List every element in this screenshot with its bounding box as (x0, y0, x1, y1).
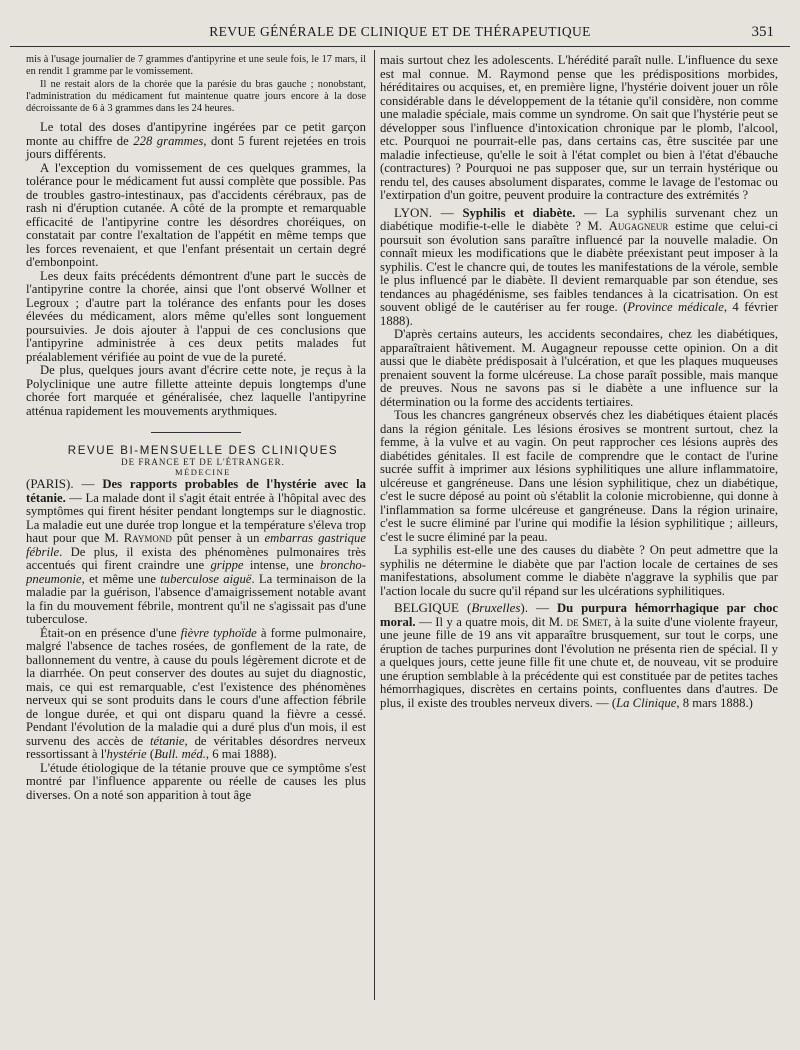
paragraph-chancres: Tous les chancres gangréneux observés chez les diabétiques étaient placés dans la région génitale. Les lésions érosives se montrent surtout, chez la femme, à la vulve et au vagin. On peut rapprocher ces lésions auprès des diabétides génitales. Il est facile de comprendre que le contact de l'urine sucrée suffit à imprimer aux lésions syphilitiques une allure inflammatoire, ulcéreuse et gangréneuse. Dans une lésion syphilitique, chez un diabétique, c'est le sucre déposé au point où s'établit la colonie microbienne, qui donne à l'inflammation sa forme ulcéreuse et gangréneuse. Dans la région urinaire, c'est le sucre éliminé par l'urine qui modifie la lésion syphilitique ; ailleurs, c'est le sucre éliminé par la peau. (380, 408, 778, 544)
page-number: 351 (751, 24, 774, 40)
paragraph-fievre: Était-on en présence d'une fièvre typhoïde à forme pulmonaire, malgré l'absence de taches rosées, de gonflement de la rate, de ballonnement du ventre, à cause du pouls légèrement dicrote et de la diarrhée. On peut conserver des doutes au sujet du diagnostic, mais, ce qui est remarquable, c'est l'existence des phénomènes nerveux qui se sont produits dans le cours d'une affection fébrile de longue durée, et qui ont disparu quand la fièvre a cessé. Pendant l'évolution de la maladie qui a duré plus d'un mois, il est survenu des accès de tétanie, de véritables désordres nerveux ressortissant à l'hystérie (Bull. méd., 6 mai 1888). (26, 625, 366, 762)
review-title: REVUE BI-MENSUELLE DES CLINIQUES (67, 445, 339, 458)
left-column (26, 54, 366, 802)
paragraph-etiologie: L'étude étiologique de la tétanie prouve que ce symptôme s'est montré par l'influence apparente ou réelle de causes les plus diverses. On a noté son apparition à tout âge (26, 760, 366, 802)
running-header (0, 0, 800, 50)
article-lyon: LYON. — Syphilis et diabète. — La syphilis survenant chez un diabétique modifie-t-elle le diabète ? M. Augagneur estime que celui-ci poursuit son évolution sans paraître influencé par la nouvelle maladie. On connaît mieux les modifications que le diabète préexistant peut imposer à la syphilis. C'est le chancre qui, de toutes les manifestations de la vérole, semble le plus influencé par le diabète. Il devient remarquable par son étendue, ses tendances au phagédénisme, ses faibles tendances à la cicatrisation. On est souvent obligé de le cautériser au fer rouge. (Province médicale, 4 février 1888). (380, 204, 778, 328)
paragraph-polyclinique: De plus, quelques jours avant d'écrire cette note, je reçus à la Polyclinique une autre fillette atteinte depuis longtemps d'une chorée fort marquée et généralisée, chez laquelle l'antipyrine atténua rapidement les mouvements arythmiques. (26, 363, 366, 418)
paragraph-total-doses: Le total des doses d'antipyrine ingérées par ce petit garçon monte au chiffre de 228 grammes, dont 5 furent rejetées en trois jours différents. (26, 120, 366, 162)
running-title: REVUE GÉNÉRALE DE CLINIQUE ET DE THÉRAPEUTIQUE (209, 24, 591, 39)
paragraph-continued: mais surtout chez les adolescents. L'hérédité paraît nulle. L'influence du sexe est mal connue. M. Raymond pense que les prédispositions morbides, héréditaires ou acquises, et, en première ligne, l'hystérie doivent jouer un rôle considérable dans le développement de la tétanie qu'il considère, non comme une maladie spéciale, mais comme un syndrome. On sait que l'hystérie peut se développer sous l'influence d'intoxication chronique par le plomb, l'alcool, etc. Pourquoi ne pourrait-elle pas, dans certains cas, être suscitée par une maladie infectieuse, qu'elle le soit à l'état complet ou bien à l'état d'ébauche (contractures) ? Pourquoi ne pas supposer que, sur un terrain hystérique ou rendu tel, des causes absolument disparates, comme le lavage de l'estomac ou l'extirpation d'un goitre, peuvent produire la contracture des extrémités ? (380, 53, 778, 202)
right-column (380, 54, 778, 710)
paragraph-conclusions: Les deux faits précédents démontrent d'une part le succès de l'antipyrine contre la chorée, ainsi que l'ont observé Wollner et Legroux ; d'autre part la tolérance des enfants pour les doses élevées du médicament, alors même qu'elles sont longuement poursuivies. Je dois ajouter à l'appui de ces conclusions que l'antipyrine administrée à ces deux petits malades fut préalablement vérifiée au point de vue de la pureté. (26, 268, 366, 364)
case-note-outcome: Il ne restait alors de la chorée que la parésie du bras gauche ; nonobstant, l'administration du médicament fut maintenue quatre jours encore à la dose décroissante de 6 à 3 grammes dans les 24 heures. (26, 78, 366, 115)
paragraph-tolerance: A l'exception du vomissement de ces quelques grammes, la tolérance pour le médicament fut aussi complète que possible. Pas de troubles gastro-intestinaux, pas d'accidents cérébraux, pas de rash ni d'éruption cutanée. A côté de la prompte et remarquable efficacité de l'antipyrine contre les désordres choréiques, on constatait par contre l'exaltation de l'appétit en même temps que les forces revenaient, et que l'enfant présentait un certain degré d'embonpoint. (26, 160, 366, 270)
article-belgique: BELGIQUE (Bruxelles). — Du purpura hémorrhagique par choc moral. — Il y a quatre mois, dit M. de Smet, à la suite d'une violente frayeur, une jeune fille de 19 ans vit apparaître brusquement, sur tout le corps, une éruption de taches purpurines dont l'évolution ne présenta rien de spécial. Il y a quelques jours, cette jeune fille fit une chute et, de nouveau, vit se produire une éruption semblable à la précédente qui est constituée par de petites taches hémorrhagiques, discrètes en certains points, confluentes dans d'autres. De plus, il existe des troubles nerveux divers. — (La Clinique, 8 mars 1888.) (380, 600, 778, 710)
rubric-medecine: MÉDECINE (175, 467, 231, 478)
review-subtitle: DE FRANCE ET DE L'ÉTRANGER. (121, 457, 285, 468)
header-rule (10, 46, 790, 47)
case-note-continued: mis à l'usage journalier de 7 grammes d'antipyrine et une seule fois, le 17 mars, il en rendit 1 gramme par le vomissement. (26, 54, 366, 78)
paragraph-accidents: D'après certains auteurs, les accidents secondaires, chez les diabétiques, apparaîtraient hâtivement. M. Augagneur repousse cette opinion. On a dit aussi que le diabète prédisposait à l'ulcération, et que les plaques muqueuses prenaient souvent la forme ulcéreuse. La chose paraît possible, mais manque de preuves. Nous ne savons pas si le diabète a une influence sur la détermination ou la forme des accidents tertiaires. (380, 327, 778, 409)
paragraph-syphilis-cause: La syphilis est-elle une des causes du diabète ? On peut admettre que la syphilis ne détermine le diabète que par l'action locale de certaines de ses manifestations, absolument comme le diabète n'aggrave la syphilis que par l'action locale du sucre qu'il répand sur les ulcérations syphilitiques. (380, 543, 778, 598)
section-rule (151, 432, 241, 433)
article-paris: (PARIS). — Des rapports probables de l'hystérie avec la tétanie. — La malade dont il s'agit était entrée à l'hôpital avec des symptômes qui firent hésiter pendant longtemps sur le diagnostic. La maladie eut une durée trop longue et la température s'éleva trop haut pour que M. Raymond pût penser à un embarras gastrique fébrile. De plus, il exista des phénomènes pulmonaires très accentués qui firent craindre une grippe intense, une broncho-pneumonie, et même une tuberculose aiguë. La terminaison de la maladie par la guérison, l'absence d'amaigrissement notable avant la fin du mouvement fébrile, montrent qu'il ne s'agissait pas d'une tuberculose. (26, 476, 366, 627)
column-divider (374, 50, 375, 1000)
